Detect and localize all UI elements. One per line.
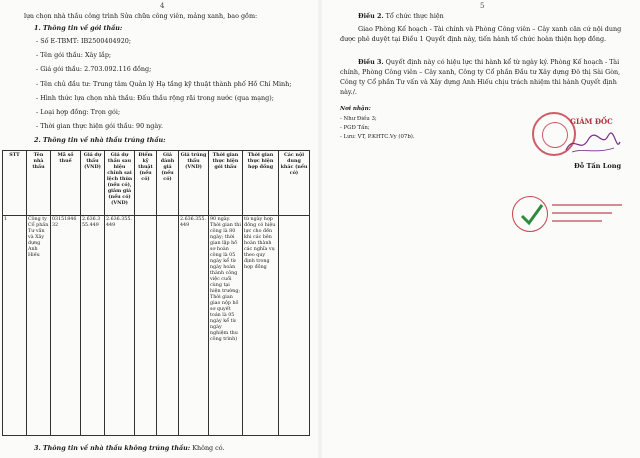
recipients-title: Nơi nhận: bbox=[340, 106, 371, 112]
cell-award: 2.636.355.449 bbox=[179, 216, 209, 436]
info-item: - Hình thức lựa chọn nhà thầu: Đấu thầu rộng rãi trong nước (qua mạng); bbox=[36, 94, 274, 102]
section-1-title: 1. Thông tin về gói thầu: bbox=[34, 24, 123, 32]
table-header: STT bbox=[3, 151, 27, 216]
table-header: Giá dự thầu (VND) bbox=[81, 151, 105, 216]
winner-table bbox=[2, 150, 309, 436]
checkmark-icon bbox=[518, 200, 546, 228]
table-header: Giá trúng thầu (VND) bbox=[179, 151, 209, 216]
table-header: Các nội dung khác (nếu có) bbox=[279, 151, 310, 216]
section-3-value: Không có. bbox=[192, 444, 225, 452]
info-item: - Tên gói thầu: Xây lắp; bbox=[36, 51, 112, 59]
table-header: Thời gian thực hiện gói thầu bbox=[209, 151, 243, 216]
digital-signature bbox=[512, 196, 632, 234]
article-2-label: Điều 2. bbox=[358, 12, 384, 20]
recipient-item: - Như Điều 3; bbox=[340, 116, 377, 122]
cell-eval bbox=[157, 216, 179, 436]
cell-adjusted: 2.636.355.449 bbox=[105, 216, 135, 436]
recipient-item: - Lưu: VT, P.KHTC.Vy (07b). bbox=[340, 134, 415, 140]
signer-name: Đỗ Tấn Long bbox=[574, 162, 622, 170]
signer-title: GIÁM ĐỐC bbox=[570, 117, 613, 126]
table-header: Thời gian thực hiện hợp đồng bbox=[243, 151, 279, 216]
info-item: - Loại hợp đồng: Trọn gói; bbox=[36, 108, 121, 116]
article-3-body bbox=[340, 57, 630, 97]
section-3-title: 3. Thông tin về nhà thầu không trúng thầu: bbox=[34, 444, 191, 452]
table-header: Giá dự thầu sau hiệu chỉnh sai lệch thừa (nếu có), giảm giá (nếu có) (VND) bbox=[105, 151, 135, 216]
cell-tax: 0315184632 bbox=[51, 216, 81, 436]
section-3 bbox=[34, 444, 225, 452]
document-page-5 bbox=[322, 0, 640, 458]
cell-name: Công ty Cổ phần Tư vấn và Xây dựng Anh Hiếu bbox=[27, 216, 51, 436]
table-header: Tên nhà thầu bbox=[27, 151, 51, 216]
cell-bid: 2.636.355.449 bbox=[81, 216, 105, 436]
table-header-row bbox=[3, 151, 310, 216]
cell-duration: 90 ngày. Thời gian thi công là 80 ngày; thời gian lập hồ sơ hoàn công là 05 ngày kể từ ngày hoàn thành công việc cuối cùng tại hiện trường; Thời gian giao nộp hồ sơ quyết toán là 05 ngày kể từ ngày nghiệm thu công trình) bbox=[209, 216, 243, 436]
info-item: - Số E-TBMT: IB2500404920; bbox=[36, 37, 131, 45]
article-3-text: Quyết định này có hiệu lực thi hành kể từ ngày ký. Phòng Kế hoạch - Tài chính, Phòng Công viên – Cây xanh, Công ty Cổ phần Đầu tư Xây dựng Đô thị Sài Gòn, Công ty Cổ phần Tư vấn và Xây dựng Anh Hiếu chịu trách nhiệm thi hành Quyết định này./. bbox=[340, 58, 621, 96]
recipient-item: - PGĐ Tấn; bbox=[340, 125, 370, 131]
cell-contract-time: từ ngày hợp đồng có hiệu lực cho đến khi các bên hoàn thành các nghĩa vụ theo quy định trong hợp đồng bbox=[243, 216, 279, 436]
table-row bbox=[3, 216, 310, 436]
document-page-4 bbox=[0, 0, 318, 458]
intro-text: lựa chọn nhà thầu công trình Sửa chữa công viên, mảng xanh, bao gồm: bbox=[24, 12, 258, 20]
table-header: Mã số thuế bbox=[51, 151, 81, 216]
article-2-heading bbox=[358, 12, 444, 20]
section-2-title: 2. Thông tin về nhà thầu trúng thầu: bbox=[34, 136, 166, 144]
table-header: Giá đánh giá (nếu có) bbox=[157, 151, 179, 216]
info-item: - Tên chủ đầu tư: Trung tâm Quản lý Hạ tầng kỹ thuật thành phố Hồ Chí Minh; bbox=[36, 80, 292, 88]
article-2-body: Giao Phòng Kế hoạch - Tài chính và Phòng Công viên – Cây xanh căn cứ nội dung được phê duyệt tại Điều 1 Quyết định này, tiến hành tổ chức hoàn thiện hợp đồng. bbox=[340, 25, 622, 43]
info-item: - Giá gói thầu: 2.703.092.116 đồng; bbox=[36, 65, 152, 73]
cell-tech bbox=[135, 216, 157, 436]
cell-other bbox=[279, 216, 310, 436]
article-3-label: Điều 3. bbox=[358, 58, 384, 66]
table-header: Điểm kỹ thuật (nếu có) bbox=[135, 151, 157, 216]
info-item: - Thời gian thực hiện gói thầu: 90 ngày. bbox=[36, 122, 163, 130]
handwritten-signature bbox=[562, 130, 622, 158]
page-number: 4 bbox=[160, 2, 165, 10]
page-number: 5 bbox=[480, 2, 485, 10]
article-2-heading-text: Tổ chức thực hiện bbox=[385, 12, 444, 20]
cell-stt: 1 bbox=[3, 216, 27, 436]
